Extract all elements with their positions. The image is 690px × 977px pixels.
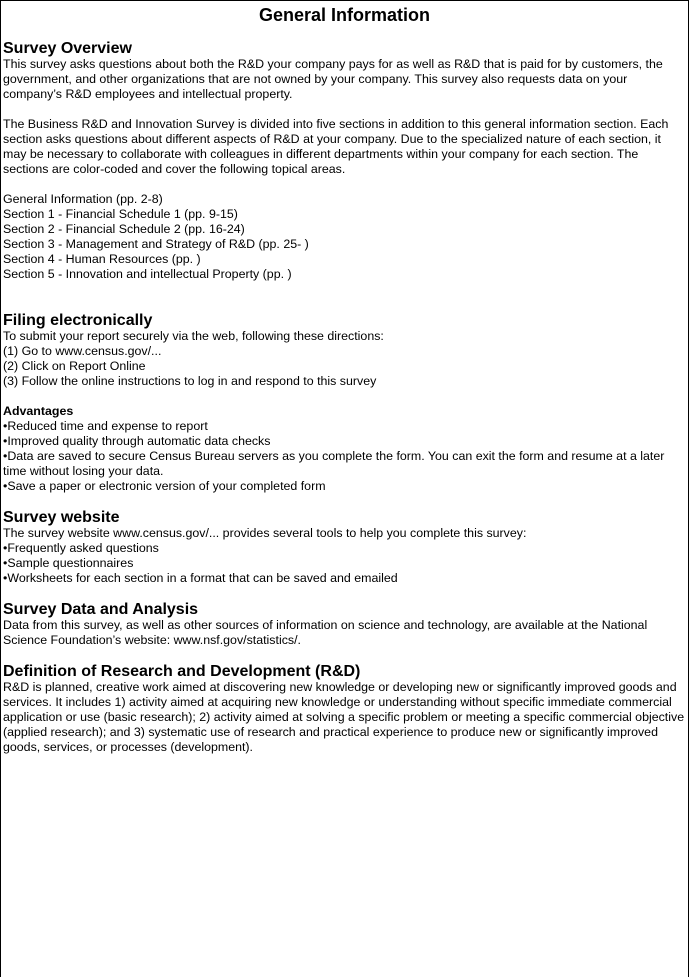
website-tool-item: • Sample questionnaires [3,556,686,571]
advantages-heading: Advantages [3,404,74,418]
section-list-item: General Information (pp. 2-8) [3,192,163,206]
page-title: General Information [258,5,431,25]
website-tool-item: • Worksheets for each section in a format that can be saved and emailed [3,571,686,586]
filing-step: (2) Click on Report Online [3,359,146,373]
section-list-item: Section 5 - Innovation and intellectual Property (pp. ) [3,267,292,281]
advantage-item: • Save a paper or electronic version of your completed form [3,479,686,494]
section-list-item: Section 2 - Financial Schedule 2 (pp. 16-24) [3,222,245,236]
section-list-item: Section 1 - Financial Schedule 1 (pp. 9-15) [3,207,238,221]
rd-definition-heading: Definition of Research and Development (R&D) [3,663,361,680]
website-tool-item: • Frequently asked questions [3,541,686,556]
data-analysis-heading: Survey Data and Analysis [3,601,199,618]
section-list-item: Section 3 - Management and Strategy of R&D (pp. 25- ) [3,237,309,251]
survey-overview-heading: Survey Overview [3,40,132,57]
survey-overview-paragraph-2: The Business R&D and Innovation Survey is divided into five sections in addition to this general information section. Each section asks questions about different aspects of R&D at your company. Due to the specialized nature of each section, it may be necessary to collaborate with colleagues in different departments within your company for each section. The sections are color-coded and cover the following topical areas. [3,117,669,176]
survey-website-heading: Survey website [3,509,120,526]
filing-step: (1) Go to www.census.gov/... [3,344,162,358]
advantage-item: • Improved quality through automatic data checks [3,434,686,449]
survey-website-intro: The survey website www.census.gov/... provides several tools to help you complete this survey: [3,526,527,540]
data-analysis-text: Data from this survey, as well as other sources of information on science and technology, are available at the National Science Foundation’s website: www.nsf.gov/statistics/. [3,618,648,647]
survey-overview-paragraph-1: This survey asks questions about both the R&D your company pays for as well as R&D that is paid for by customers, the government, and other organizations that are not owned by your company. This survey also requests data on your company’s R&D employees and intellectual property. [3,57,663,101]
section-list-item: Section 4 - Human Resources (pp. ) [3,252,201,266]
advantage-item: • Data are saved to secure Census Bureau servers as you complete the form. You can exit the form and resume at a later time without losing your data. [3,449,686,479]
filing-intro: To submit your report securely via the web, following these directions: [3,329,384,343]
rd-definition-text: R&D is planned, creative work aimed at discovering new knowledge or developing new or significantly improved goods and services. It includes 1) activity aimed at acquiring new knowledge or understanding without specific immediate commercial application or use (basic research); 2) activity aimed at solving a specific problem or meeting a specific commercial objective (applied research); and 3) systematic use of research and practical experience to produce new or significantly improved goods, services, or processes (development). [3,680,685,754]
filing-step: (3) Follow the online instructions to log in and respond to this survey [3,374,377,388]
filing-electronically-heading: Filing electronically [3,312,153,329]
advantage-item: • Reduced time and expense to report [3,419,686,434]
